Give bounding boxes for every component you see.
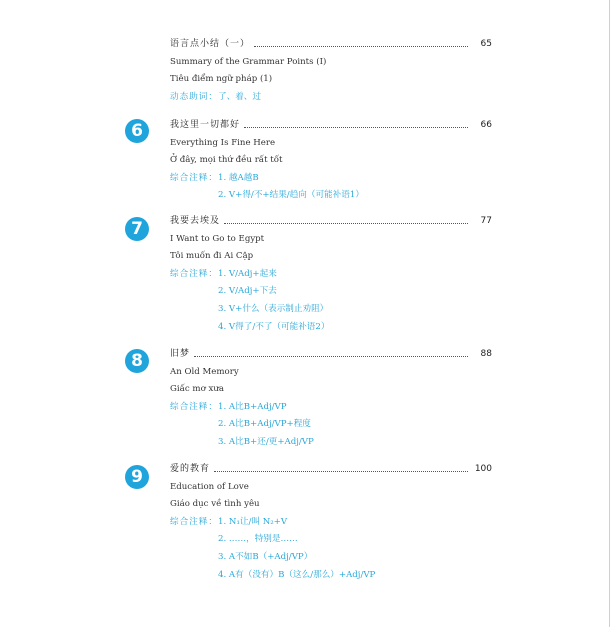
toc-entry-lesson-9[interactable]: [170, 461, 492, 584]
note-item: 3. A比B+还/更+Adj/VP: [218, 436, 314, 447]
entry-note: [170, 266, 492, 284]
entry-title: 我要去埃及: [170, 216, 221, 226]
entry-page-number: 88: [480, 349, 492, 359]
note-item: 4. V得了/不了（可能补语2）: [218, 321, 330, 332]
entry-title: 旧梦: [170, 349, 191, 359]
dot-leader: [214, 471, 468, 472]
note-item: 3. V+什么（表示制止劝阻）: [218, 303, 329, 314]
note-item: 了、着、过: [218, 91, 261, 102]
toc-entry-lesson-8[interactable]: [170, 346, 492, 452]
note-label: 综合注释：: [170, 268, 218, 279]
entry-title: 我这里一切都好: [170, 120, 241, 130]
note-item: 1. V/Adj+起来: [218, 268, 277, 279]
note-item: 3. A不如B（+Adj/VP）: [218, 551, 313, 562]
entry-note: [170, 170, 492, 188]
entry-note: [170, 514, 492, 532]
note-label: 综合注释：: [170, 516, 218, 527]
dot-leader: [244, 127, 468, 128]
entry-page-number: 77: [480, 216, 492, 226]
note-label: 综合注释：: [170, 172, 218, 183]
note-item: 1. 越A越B: [218, 172, 259, 183]
entry-english-title: Summary of the Grammar Points (Ⅰ): [170, 56, 327, 67]
lesson-number-badge: 9: [125, 465, 149, 489]
note-label: 综合注释：: [170, 401, 218, 412]
entry-note: [170, 89, 492, 107]
note-item: 4. A有（没有）B（这么/那么）+Adj/VP: [218, 569, 376, 580]
note-item: 2. V/Adj+下去: [218, 286, 277, 297]
dot-leader: [224, 223, 468, 224]
entry-page-number: 100: [474, 464, 492, 474]
note-item: 2. A比B+Adj/VP+程度: [218, 419, 311, 430]
toc-entry-lesson-7[interactable]: [170, 213, 492, 336]
lesson-number-badge: 7: [125, 217, 149, 241]
entry-title: 爱的教育: [170, 464, 211, 474]
note-label: 动态助词：: [170, 91, 218, 102]
entry-vietnamese-title: Tôi muốn đi Ai Cập: [170, 251, 254, 262]
entry-page-number: 65: [480, 39, 492, 49]
note-item: 2. ……，特别是……: [218, 534, 298, 545]
toc-entry-lesson-6[interactable]: [170, 117, 492, 205]
lesson-number-badge: 8: [125, 349, 149, 373]
note-item: 2. V+得/不+结果/趋向（可能补语1）: [218, 190, 364, 201]
page-edge-divider: [609, 0, 610, 627]
dot-leader: [194, 356, 468, 357]
entry-english-title: Education of Love: [170, 481, 249, 492]
entry-page-number: 66: [480, 120, 492, 130]
note-item: 1. N₁让/叫 N₂+V: [218, 516, 288, 527]
entry-vietnamese-title: Tiêu điểm ngữ pháp (1): [170, 74, 273, 85]
entry-vietnamese-title: Giáo dục về tình yêu: [170, 499, 260, 510]
entry-title: 语言点小结（一）: [170, 39, 251, 49]
entry-vietnamese-title: Giấc mơ xưa: [170, 384, 224, 395]
entry-english-title: An Old Memory: [170, 366, 239, 377]
entry-note: [170, 399, 492, 417]
entry-english-title: Everything Is Fine Here: [170, 137, 276, 148]
dot-leader: [254, 46, 468, 47]
entry-vietnamese-title: Ở đây, mọi thứ đều rất tốt: [170, 155, 283, 166]
note-item: 1. A比B+Adj/VP: [218, 401, 287, 412]
entry-english-title: I Want to Go to Egypt: [170, 233, 265, 244]
toc-entry-summary[interactable]: [170, 36, 492, 106]
lesson-number-badge: 6: [125, 119, 149, 143]
